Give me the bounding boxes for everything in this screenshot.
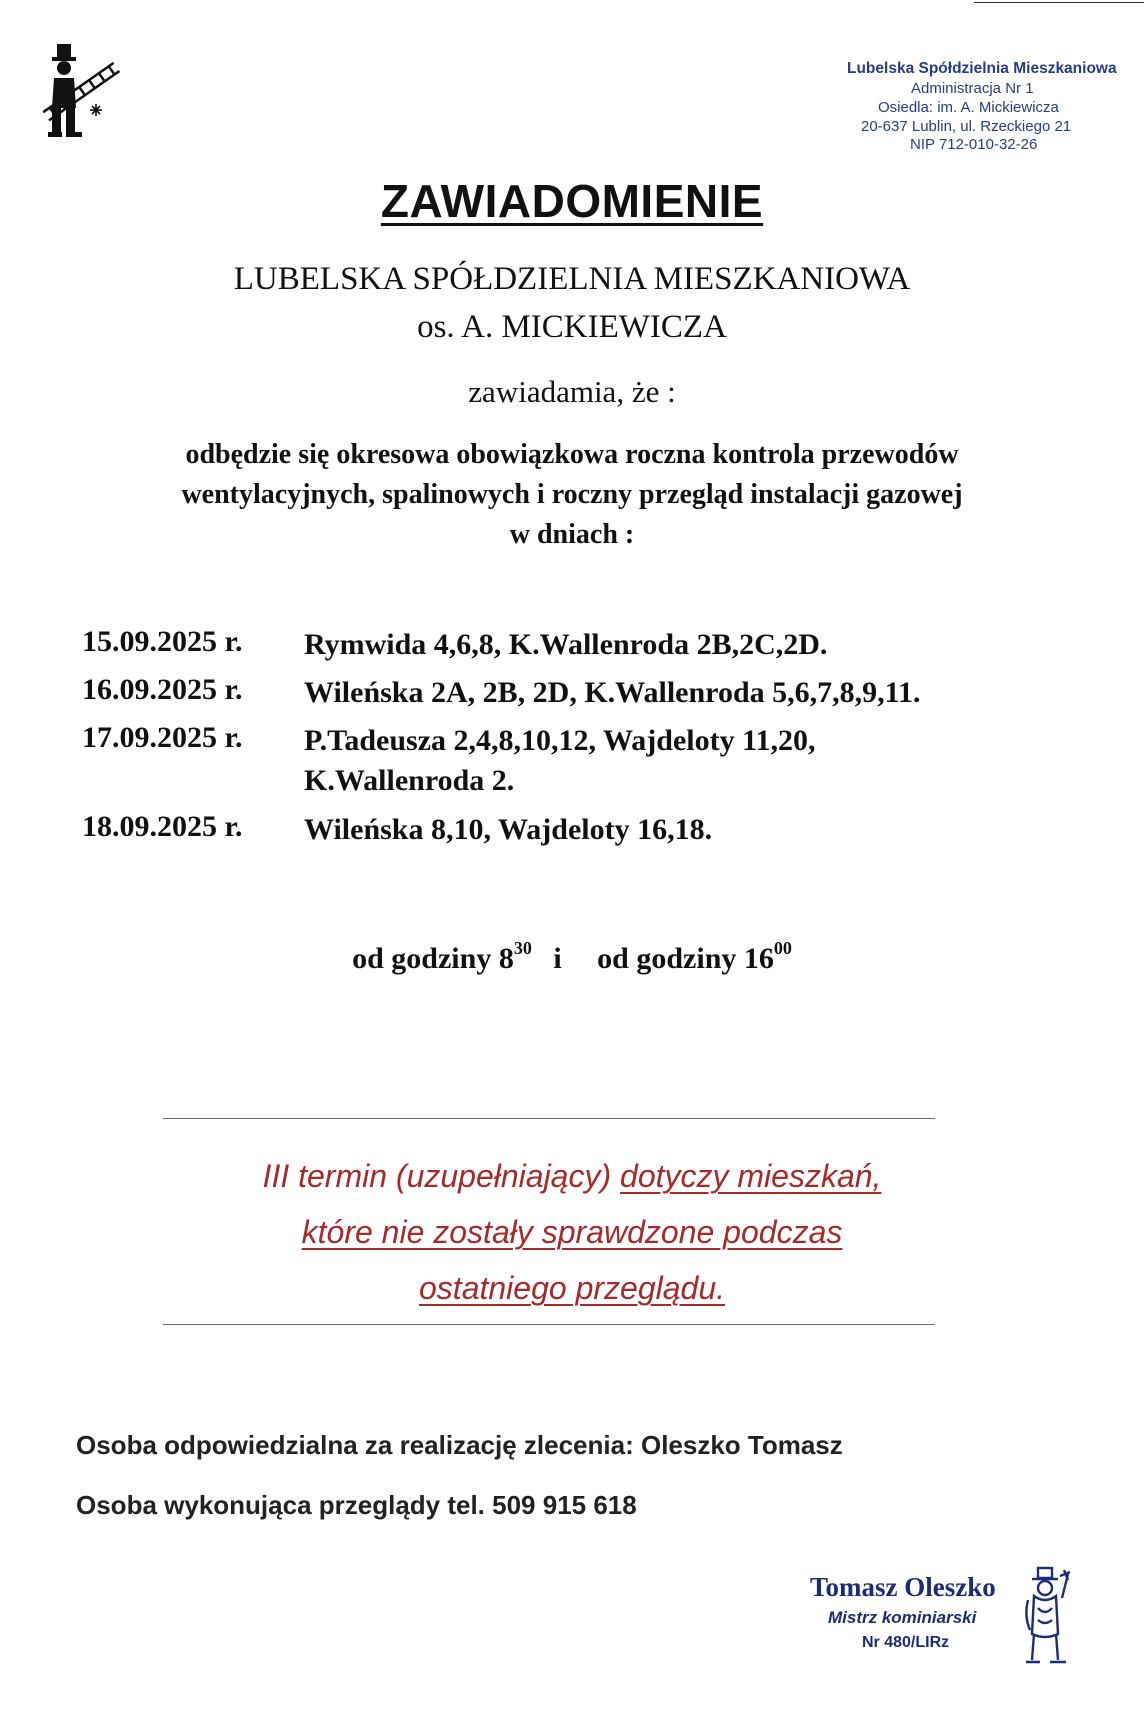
schedule-addresses [304, 721, 1064, 801]
address-line: Wileńska 8,10, Wajdeloty 16,18. [304, 813, 713, 846]
notice-line-underlined: ostatniego przeglądu. [419, 1270, 725, 1306]
notice-line-underlined: dotyczy mieszkań, [620, 1158, 882, 1194]
stamp-line: 20-637 Lublin, ul. Rzeckiego 21 [861, 118, 1072, 135]
hours-second-minutes: 00 [773, 938, 792, 958]
document-title-text: ZAWIADOMIENIE [380, 175, 764, 227]
chimney-sweep-logo-icon [30, 40, 130, 150]
inspector-phone: Osoba wykonująca przeglądy tel. 509 915 618 [76, 1490, 637, 1520]
stamp-number: Nr 480/LIRz [862, 1634, 950, 1651]
schedule-addresses [304, 625, 1064, 665]
hours-line [0, 938, 1144, 976]
stamp-line: Osiedla: im. A. Mickiewicza [878, 99, 1059, 116]
body-line: w dniach : [509, 519, 635, 550]
schedule-addresses [304, 810, 1064, 850]
body-line: wentylacyjnych, spalinowych i roczny przegląd instalacji gazowej [181, 479, 963, 510]
supplementary-notice [0, 1148, 1144, 1316]
schedule-addresses [304, 673, 1064, 713]
hours-second-prefix: od godziny 16 [597, 942, 774, 975]
schedule-date: 16.09.2025 r. [82, 673, 243, 706]
address-line: P.Tadeusza 2,4,8,10,12, Wajdeloty 11,20, [304, 724, 816, 757]
chimney-master-stamp [790, 1572, 1120, 1682]
hours-first-minutes: 30 [513, 938, 532, 958]
address-line: K.Wallenroda 2. [304, 764, 515, 797]
hours-connector: i [553, 942, 562, 975]
top-edge-rule [974, 2, 1144, 3]
hours-first-prefix: od godziny 8 [352, 942, 514, 975]
notice-line [0, 1148, 1144, 1204]
schedule-date: 17.09.2025 r. [82, 721, 243, 754]
estate-name: os. A. MICKIEWICZA [417, 309, 727, 345]
organization-name: LUBELSKA SPÓŁDZIELNIA MIESZKANIOWA [233, 261, 911, 297]
schedule-date: 15.09.2025 r. [82, 625, 243, 658]
address-line: Rymwida 4,6,8, K.Wallenroda 2B,2C,2D. [304, 628, 828, 661]
stamp-line: Administracja Nr 1 [911, 80, 1034, 97]
stamp-name: Tomasz Oleszko [810, 1572, 996, 1602]
body-line: odbędzie się okresowa obowiązkowa roczna kontrola przewodów [185, 439, 959, 470]
divider [163, 1324, 935, 1325]
stamp-title: Mistrz kominiarski [828, 1608, 977, 1627]
stamp-line: NIP 712-010-32-26 [910, 136, 1038, 153]
document-title [0, 174, 1144, 228]
notice-line [0, 1204, 1144, 1260]
intro-text: zawiadamia, że : [468, 374, 676, 409]
address-line: Wileńska 2A, 2B, 2D, K.Wallenroda 5,6,7,8,9,11. [304, 676, 921, 709]
notice-line [0, 1260, 1144, 1316]
schedule-date: 18.09.2025 r. [82, 810, 243, 843]
notice-line-underlined: które nie zostały sprawdzone podczas [301, 1214, 843, 1250]
responsible-person: Osoba odpowiedzialna za realizację zlecenia: Oleszko Tomasz [76, 1430, 843, 1460]
divider [163, 1118, 935, 1119]
notice-line-plain: III termin (uzupełniający) [262, 1158, 621, 1194]
stamp-line: Lubelska Spółdzielnia Mieszkaniowa [847, 60, 1117, 77]
announcement-body [60, 435, 1084, 555]
chimney-sweep-stamp-icon [1020, 1564, 1072, 1668]
